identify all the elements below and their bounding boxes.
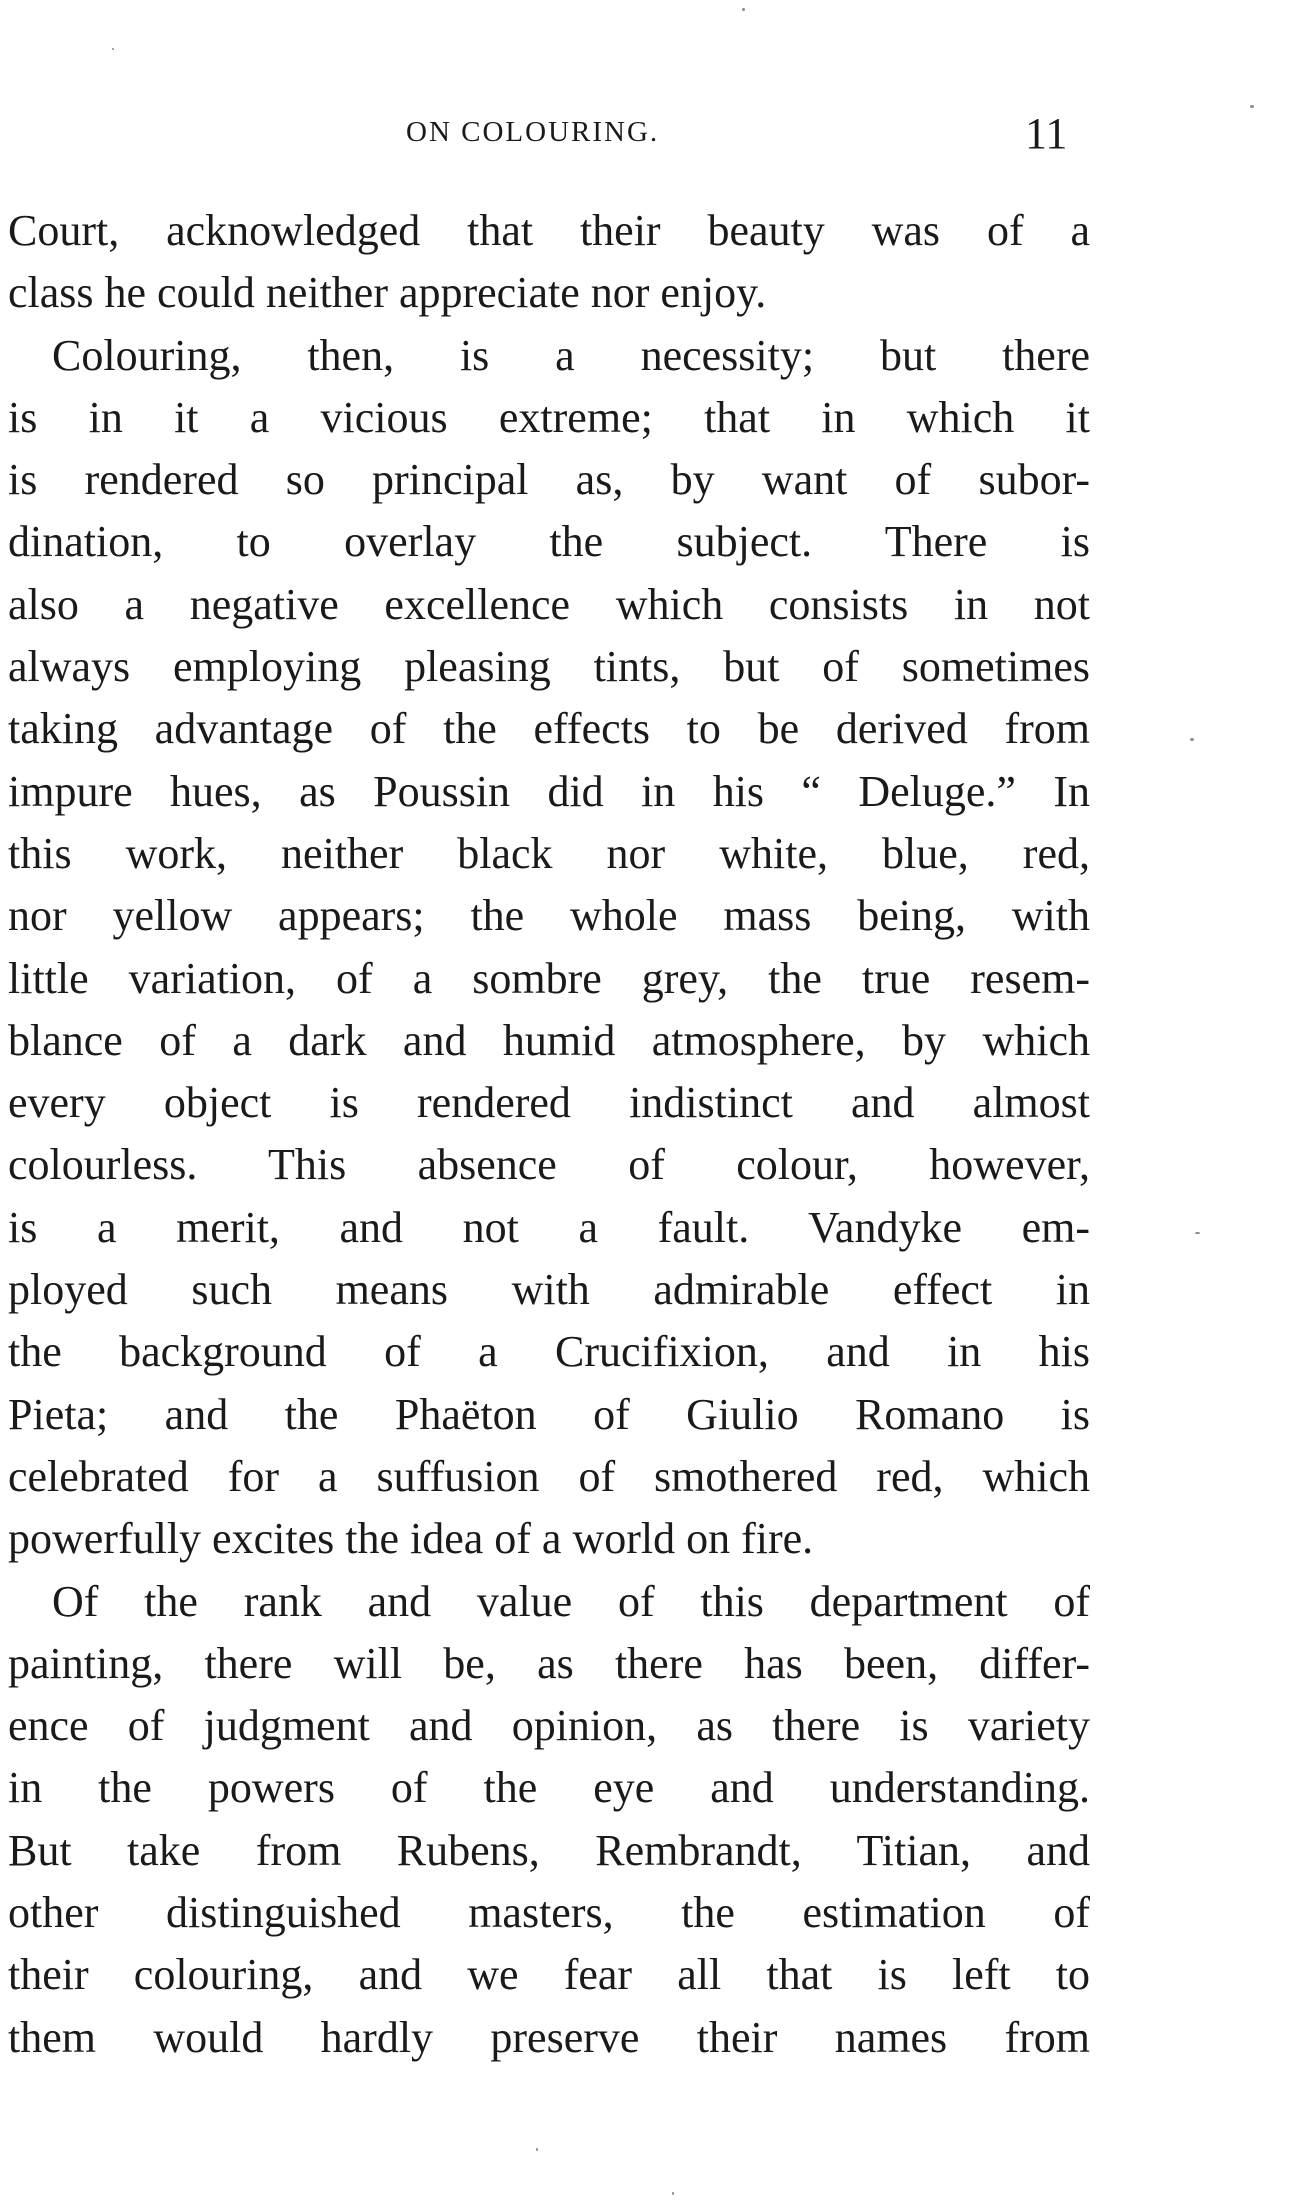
text-line: in the powers of the eye and understanding. <box>8 1763 1090 1813</box>
running-title: ON COLOURING. <box>406 116 660 148</box>
scan-speck <box>672 2192 674 2195</box>
text-line: is rendered so principal as, by want of subor- <box>8 455 1090 505</box>
text-line: blance of a dark and humid atmosphere, by which <box>8 1015 1090 1065</box>
text-line: But take from Rubens, Rembrandt, Titian, and <box>8 1825 1090 1875</box>
text-line: Of the rank and value of this department of <box>52 1576 1090 1626</box>
text-line: class he could neither appreciate nor enjoy. <box>8 268 767 318</box>
text-line: impure hues, as Poussin did in his “ Deluge.” In <box>8 766 1090 816</box>
text-line: nor yellow appears; the whole mass being, with <box>8 891 1090 941</box>
text-line: also a negative excellence which consists in not <box>8 579 1090 629</box>
scan-speck <box>1195 1232 1200 1234</box>
running-head <box>0 108 1299 158</box>
text-line: ence of judgment and opinion, as there is variety <box>8 1701 1090 1751</box>
body-text <box>8 200 1090 2069</box>
text-line: celebrated for a suffusion of smothered red, which <box>8 1451 1090 1501</box>
text-line: Court, acknowledged that their beauty was of a <box>8 206 1090 255</box>
text-line: colourless. This absence of colour, however, <box>8 1140 1090 1190</box>
page-number: 11 <box>1025 109 1068 158</box>
text-line: Pieta; and the Phaëton of Giulio Romano is <box>8 1389 1090 1439</box>
text-line: this work, neither black nor white, blue, red, <box>8 828 1090 878</box>
text-line: little variation, of a sombre grey, the true resem- <box>8 953 1090 1003</box>
text-line: painting, there will be, as there has been, differ- <box>8 1638 1090 1688</box>
text-line: is a merit, and not a fault. Vandyke em- <box>8 1202 1090 1252</box>
text-line: Colouring, then, is a necessity; but there <box>52 330 1090 380</box>
text-line: their colouring, and we fear all that is left to <box>8 1950 1090 2000</box>
text-line: powerfully excites the idea of a world on fire. <box>8 1514 814 1564</box>
scan-speck <box>742 8 745 11</box>
scan-speck <box>1250 105 1254 108</box>
text-line: the background of a Crucifixion, and in his <box>8 1327 1090 1377</box>
text-line: always employing pleasing tints, but of sometimes <box>8 642 1090 692</box>
text-line: them would hardly preserve their names from <box>8 2012 1090 2062</box>
text-line: is in it a vicious extreme; that in which it <box>8 392 1090 442</box>
text-line: dination, to overlay the subject. There is <box>8 517 1090 567</box>
text-line: taking advantage of the effects to be derived from <box>8 704 1090 754</box>
text-line: every object is rendered indistinct and almost <box>8 1078 1090 1128</box>
text-line: other distinguished masters, the estimation of <box>8 1888 1090 1938</box>
scan-speck <box>1190 738 1194 741</box>
text-line: ployed such means with admirable effect in <box>8 1265 1090 1315</box>
scan-speck <box>112 48 114 50</box>
scan-speck <box>536 2148 538 2151</box>
